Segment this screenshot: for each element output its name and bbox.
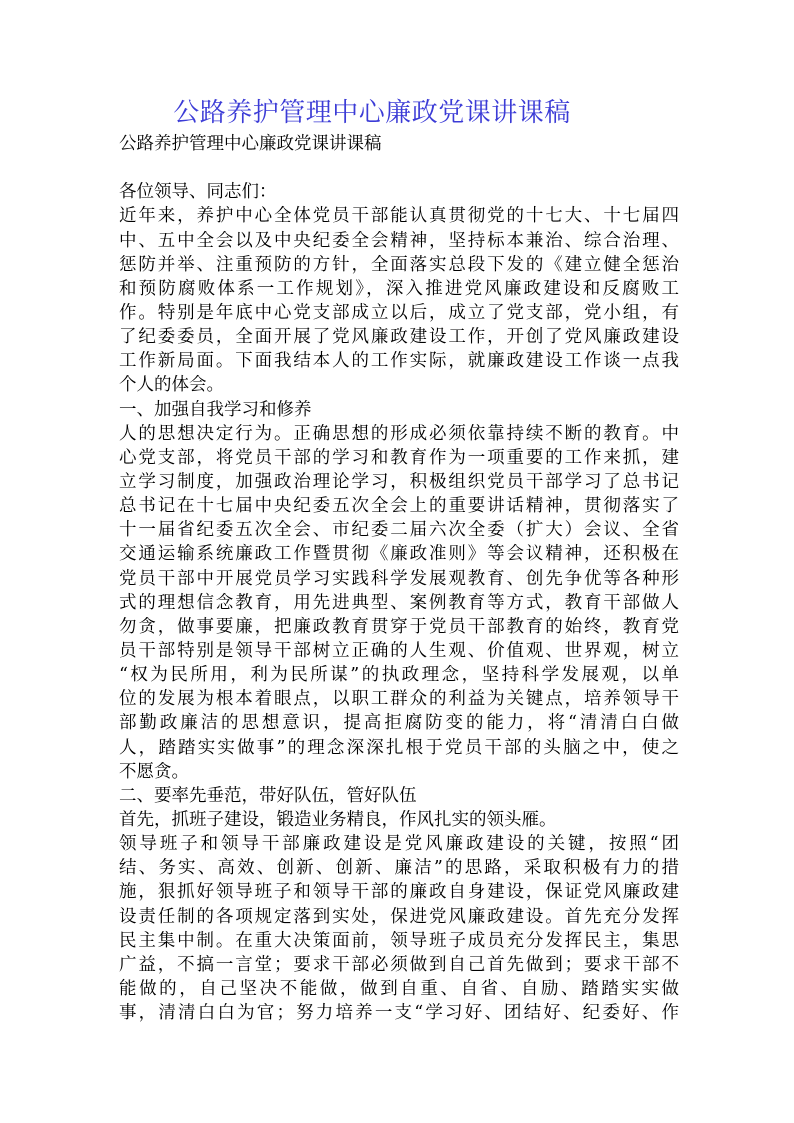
paragraph-line: 和预防腐败体系一工作规划》，深入推进党风廉政建设和反腐败工 (119, 278, 679, 299)
paragraph-line: 能做的，自己坚决不能做，做到自重、自省、自励、踏踏实实做 (119, 978, 679, 999)
document-subtitle: 公路养护管理中心廉政党课讲课稿 (119, 134, 382, 154)
paragraph-line: 人的思想决定行为。正确思想的形成必须依靠持续不断的教育。中 (119, 423, 679, 444)
paragraph-line: 首先，抓班子建设，锻造业务精良，作风扎实的领头雁。 (119, 809, 557, 830)
paragraph-line: 个人的体会。 (119, 375, 224, 396)
paragraph-line: 人，踏踏实实做事”的理念深深扎根于党员干部的头脑之中，使之 (119, 737, 679, 758)
paragraph-line: 十一届省纪委五次全会、市纪委二届六次全委（扩大）会议、全省 (119, 520, 679, 541)
paragraph-line: 了纪委委员，全面开展了党风廉政建设工作，开创了党风廉政建设 (119, 327, 679, 348)
document-body (119, 132, 679, 1025)
paragraph-line: 事，清清白白为官；努力培养一支“学习好、团结好、纪委好、作 (119, 1003, 679, 1024)
paragraph-line: 广益，不搞一言堂；要求干部必须做到自己首先做到；要求干部不 (119, 954, 679, 975)
paragraph-line: 党员干部中开展党员学习实践科学发展观教育、创先争优等各种形 (119, 568, 679, 589)
paragraph-line: 勿贪，做事要廉，把廉政教育贯穿于党员干部教育的始终，教育党 (119, 616, 679, 637)
paragraph-line: 部勤政廉洁的思想意识，提高拒腐防变的能力，将“清清白白做 (119, 713, 679, 734)
paragraph-line: 不愿贪。 (119, 761, 189, 782)
paragraph-line: 位的发展为根本着眼点，以职工群众的利益为关键点，培养领导干 (119, 689, 679, 710)
paragraph-line: “权为民所用，利为民所谋”的执政理念，坚持科学发展观，以单 (119, 665, 679, 686)
salutation: 各位领导、同志们： (119, 182, 277, 203)
paragraph-line: 交通运输系统廉政工作暨贯彻《廉政准则》等会议精神，还积极在 (119, 544, 679, 565)
paragraph-line: 民主集中制。在重大决策面前，领导班子成员充分发挥民主，集思 (119, 930, 679, 951)
paragraph-line: 二、要率先垂范，带好队伍，管好队伍 (119, 785, 417, 806)
paragraph-line: 近年来，养护中心全体党员干部能认真贯彻党的十七大、十七届四 (119, 206, 679, 227)
paragraph-line: 工作新局面。下面我结本人的工作实际，就廉政建设工作谈一点我 (119, 351, 679, 372)
paragraph-line: 总书记在十七届中央纪委五次全会上的重要讲话精神，贯彻落实了 (119, 496, 679, 517)
paragraph-line: 心党支部，将党员干部的学习和教育作为一项重要的工作来抓，建 (119, 447, 679, 468)
paragraph-line: 结、务实、高效、创新、创新、廉洁”的思路，采取积极有力的措 (119, 858, 679, 879)
paragraph-line: 式的理想信念教育，用先进典型、案例教育等方式，教育干部做人 (119, 592, 679, 613)
paragraph-line: 作。特别是年底中心党支部成立以后，成立了党支部，党小组，有 (119, 302, 679, 323)
document-title: 公路养护管理中心廉政党课讲课稿 (173, 98, 571, 128)
paragraph-line: 立学习制度，加强政治理论学习，积极组织党员干部学习了总书记 (119, 471, 679, 492)
paragraph-line: 员干部特别是领导干部树立正确的人生观、价值观、世界观，树立 (119, 640, 679, 661)
paragraph-line: 惩防并举、注重预防的方针，全面落实总段下发的《建立健全惩治 (119, 254, 679, 275)
paragraph-line: 一、加强自我学习和修养 (119, 399, 312, 420)
paragraph-line: 设责任制的各项规定落到实处，保进党风廉政建设。首先充分发挥 (119, 906, 679, 927)
paragraph-line: 领导班子和领导干部廉政建设是党风廉政建设的关键，按照“团 (119, 834, 679, 855)
blank-line (119, 156, 679, 180)
paragraph-line: 中、五中全会以及中央纪委全会精神，坚持标本兼治、综合治理、 (119, 230, 679, 251)
paragraph-line: 施，狠抓好领导班子和领导干部的廉政自身建设，保证党风廉政建 (119, 882, 679, 903)
